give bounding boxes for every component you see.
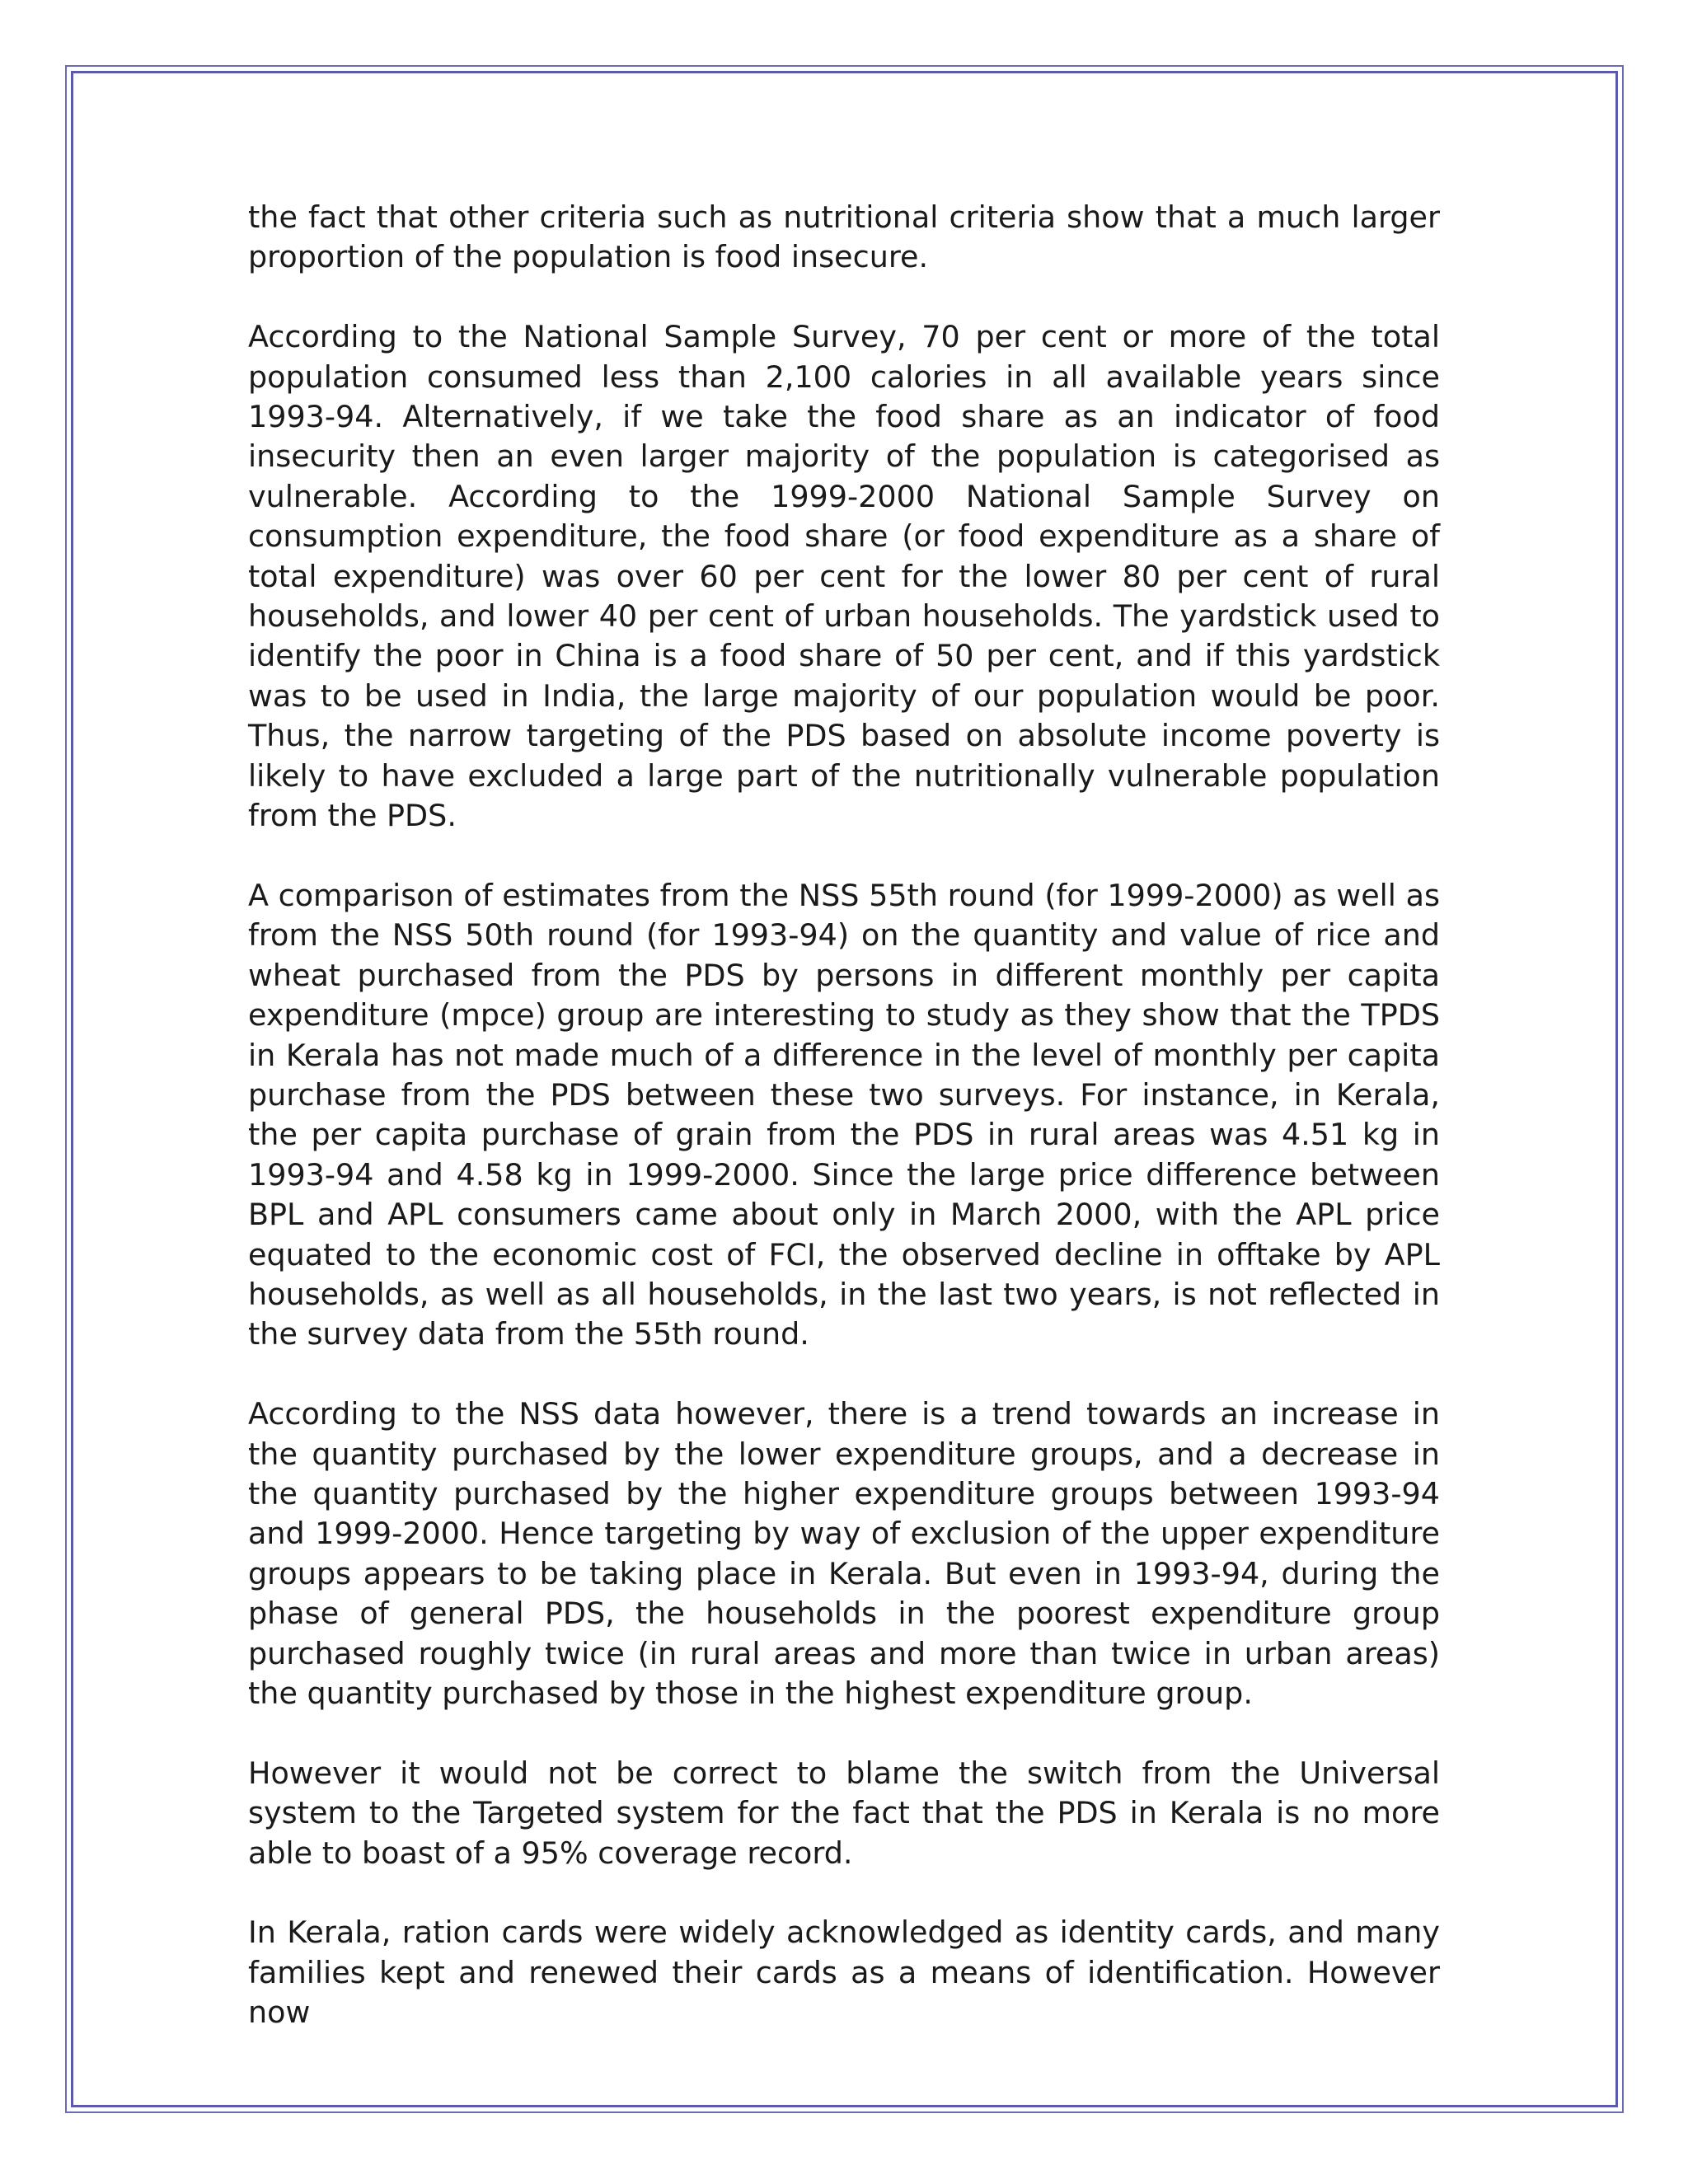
paragraph-1: the fact that other criteria such as nutritional criteria show that a much larger proportion of the population is food insecure. [248,199,1440,275]
paragraph-4: According to the NSS data however, there is a trend towards an increase in the quantity purchased by the lower expenditure groups, and a decrease in the quantity purchased by the higher expenditure groups between 1993-94 and 1999-2000. Hence targeting by way of exclusion of the upper expenditure groups appears to be taking place in Kerala. But even in 1993-94, during the phase of general PDS, the households in the poorest expenditure group purchased roughly twice (in rural areas and more than twice in urban areas) the quantity purchased by those in the highest expenditure group. [248,1396,1440,1711]
document-body [248,198,1440,2073]
paragraph-5: However it would not be correct to blame the switch from the Universal system to the Targeted system for the fact that the PDS in Kerala is no more able to boast of a 95% coverage record. [248,1755,1440,1871]
paragraph-6: In Kerala, ration cards were widely acknowledged as identity cards, and many families kept and renewed their cards as a means of identification. However now [248,1915,1440,2031]
paragraph-2: According to the National Sample Survey, 70 per cent or more of the total population consumed less than 2,100 calories in all available years since 1993-94. Alternatively, if we take the food share as an indicator of food insecurity then an even larger majority of the population is categorised as vulnerable. According to the 1999-2000 National Sample Survey on consumption expenditure, the food share (or food expenditure as a share of total expenditure) was over 60 per cent for the lower 80 per cent of rural households, and lower 40 per cent of urban households. The yardstick used to identify the poor in China is a food share of 50 per cent, and if this yardstick was to be used in India, the large majority of our population would be poor. Thus, the narrow targeting of the PDS based on absolute income poverty is likely to have excluded a large part of the nutritionally vulnerable population from the PDS. [248,319,1440,834]
paragraph-3: A comparison of estimates from the NSS 55th round (for 1999-2000) as well as from the NSS 50th round (for 1993-94) on the quantity and value of rice and wheat purchased from the PDS by persons in different monthly per capita expenditure (mpce) group are interesting to study as they show that the TPDS in Kerala has not made much of a difference in the level of monthly per capita purchase from the PDS between these two surveys. For instance, in Kerala, the per capita purchase of grain from the PDS in rural areas was 4.51 kg in 1993-94 and 4.58 kg in 1999-2000. Since the large price difference between BPL and APL consumers came about only in March 2000, with the APL price equated to the economic cost of FCI, the observed decline in offtake by APL households, as well as all households, in the last two years, is not reflected in the survey data from the 55th round. [248,877,1440,1352]
